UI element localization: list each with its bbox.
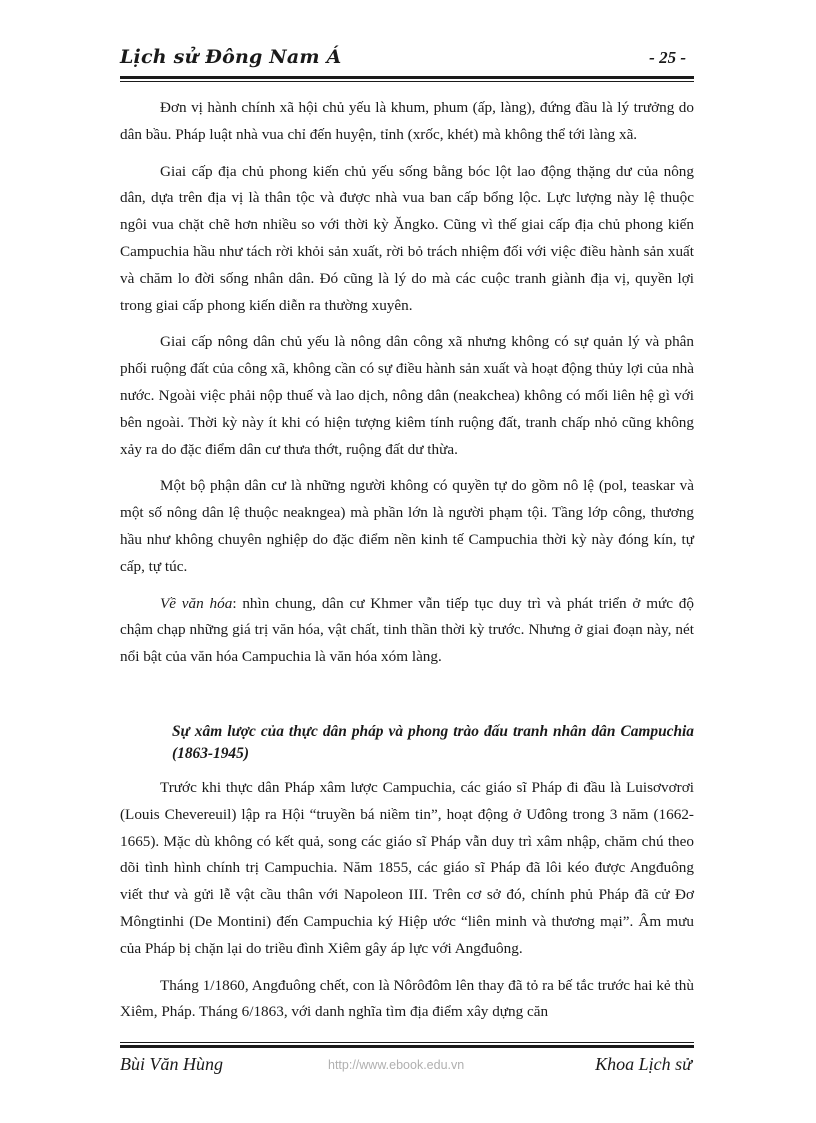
body-paragraph: Giai cấp địa chủ phong kiến chủ yếu sống bằng bóc lột lao động thặng dư của nông dân, dựa trên địa vị là thân tộc và được nhà vua ban cấp bổng lộc. Lực lượng này lệ thuộc ngôi vua chặt chẽ hơn nhiều so với thời kỳ Ăngko. Cũng vì thế giai cấp địa chủ phong kiến Campuchia hầu như tách rời khỏi sản xuất, rời bỏ trách nhiệm đối với việc điều hành sản xuất và chăm lo đời sống nhân dân. Đó cũng là lý do mà các cuộc tranh giành địa vị, quyền lợi trong giai cấp phong kiến diễn ra thường xuyên. [120, 162, 694, 314]
footer-url-link[interactable]: http://www.ebook.edu.vn [328, 1058, 465, 1072]
header-title: Lịch sử Đông Nam Á [120, 46, 342, 68]
page-number: - 25 - [649, 48, 686, 67]
body-paragraph-culture [120, 591, 694, 671]
body-paragraph: Giai cấp nông dân chủ yếu là nông dân công xã nhưng không có sự quản lý và phân phối ruộng đất của công xã, không cần có sự điều hành sản xuất và hoạt động thủy lợi của nhà nước. Ngoài việc phải nộp thuế và lao dịch, nông dân (neakchea) không có mối liên hệ gì với bên ngoài. Thời kỳ này ít khi có hiện tượng kiêm tính ruộng đất, tranh chấp nhỏ cũng không xảy ra do đặc điểm dân cư thưa thớt, ruộng đất dư thừa. [120, 333, 694, 458]
footer-rule-thin [120, 1042, 694, 1043]
body-paragraph: Đơn vị hành chính xã hội chủ yếu là khum, phum (ấp, làng), đứng đầu là lý trưởng do dân bầu. Pháp luật nhà vua chỉ đến huyện, tỉnh (xrốc, khét) mà không thể tới làng xã. [120, 99, 694, 143]
paragraph-lead-italic: Về văn hóa [160, 594, 233, 612]
header-rule-thick [120, 76, 694, 79]
footer-author: Bùi Văn Hùng [120, 1054, 223, 1074]
header-rule-thin [120, 81, 694, 82]
page-header [120, 46, 694, 76]
footer-department: Khoa Lịch sử [595, 1054, 692, 1074]
page-body [120, 95, 694, 1036]
body-paragraph: Một bộ phận dân cư là những người không có quyền tự do gồm nô lệ (pol, teaskar và một số nông dân lệ thuộc neakngea) mà phần lớn là người phạm tội. Tầng lớp công, thương hầu như không chuyên nghiệp do đặc điểm nền kinh tế Campuchia thời kỳ này đóng kín, tự cấp, tự túc. [120, 477, 694, 575]
section-paragraph: Trước khi thực dân Pháp xâm lược Campuchia, các giáo sĩ Pháp đi đầu là Luisơvơrơi (Louis Chevereuil) lập ra Hội “truyền bá niềm tin”, hoạt động ở Uđông trong 3 năm (1662-1665). Mặc dù không có kết quả, song các giáo sĩ Pháp vẫn duy trì xâm nhập, chăm chú theo dõi tình hình chính trị Campuchia. Năm 1855, các giáo sĩ Pháp đã lôi kéo được Angđuông viết thư và gửi lễ vật cầu thân với Napoleon III. Trên cơ sở đó, chính phủ Pháp đã cử Đơ Môngtinhi (De Montini) đến Campuchia ký Hiệp ước “liên minh và thương mại”. Âm mưu của Pháp bị chặn lại do triều đình Xiêm gây áp lực với Angđuông. [120, 778, 694, 957]
footer-rule-thick [120, 1045, 694, 1048]
section-heading: Sự xâm lược của thực dân pháp và phong trào đấu tranh nhân dân Campuchia (1863-1945) [172, 722, 694, 762]
paragraph-text: : nhìn chung, dân cư Khmer vẫn tiếp tục duy trì và phát triển ở mức độ chậm chạp những giá trị văn hóa, vật chất, tinh thần thời kỳ trước. Nhưng ở giai đoạn này, nét nổi bật của văn hóa Campuchia là văn hóa xóm làng. [120, 594, 694, 666]
section-paragraph: Tháng 1/1860, Angđuông chết, con là Nôrôđôm lên thay đã tỏ ra bế tắc trước hai kẻ thù Xiêm, Pháp. Tháng 6/1863, với danh nghĩa tìm địa điểm xây dựng căn [120, 976, 694, 1021]
